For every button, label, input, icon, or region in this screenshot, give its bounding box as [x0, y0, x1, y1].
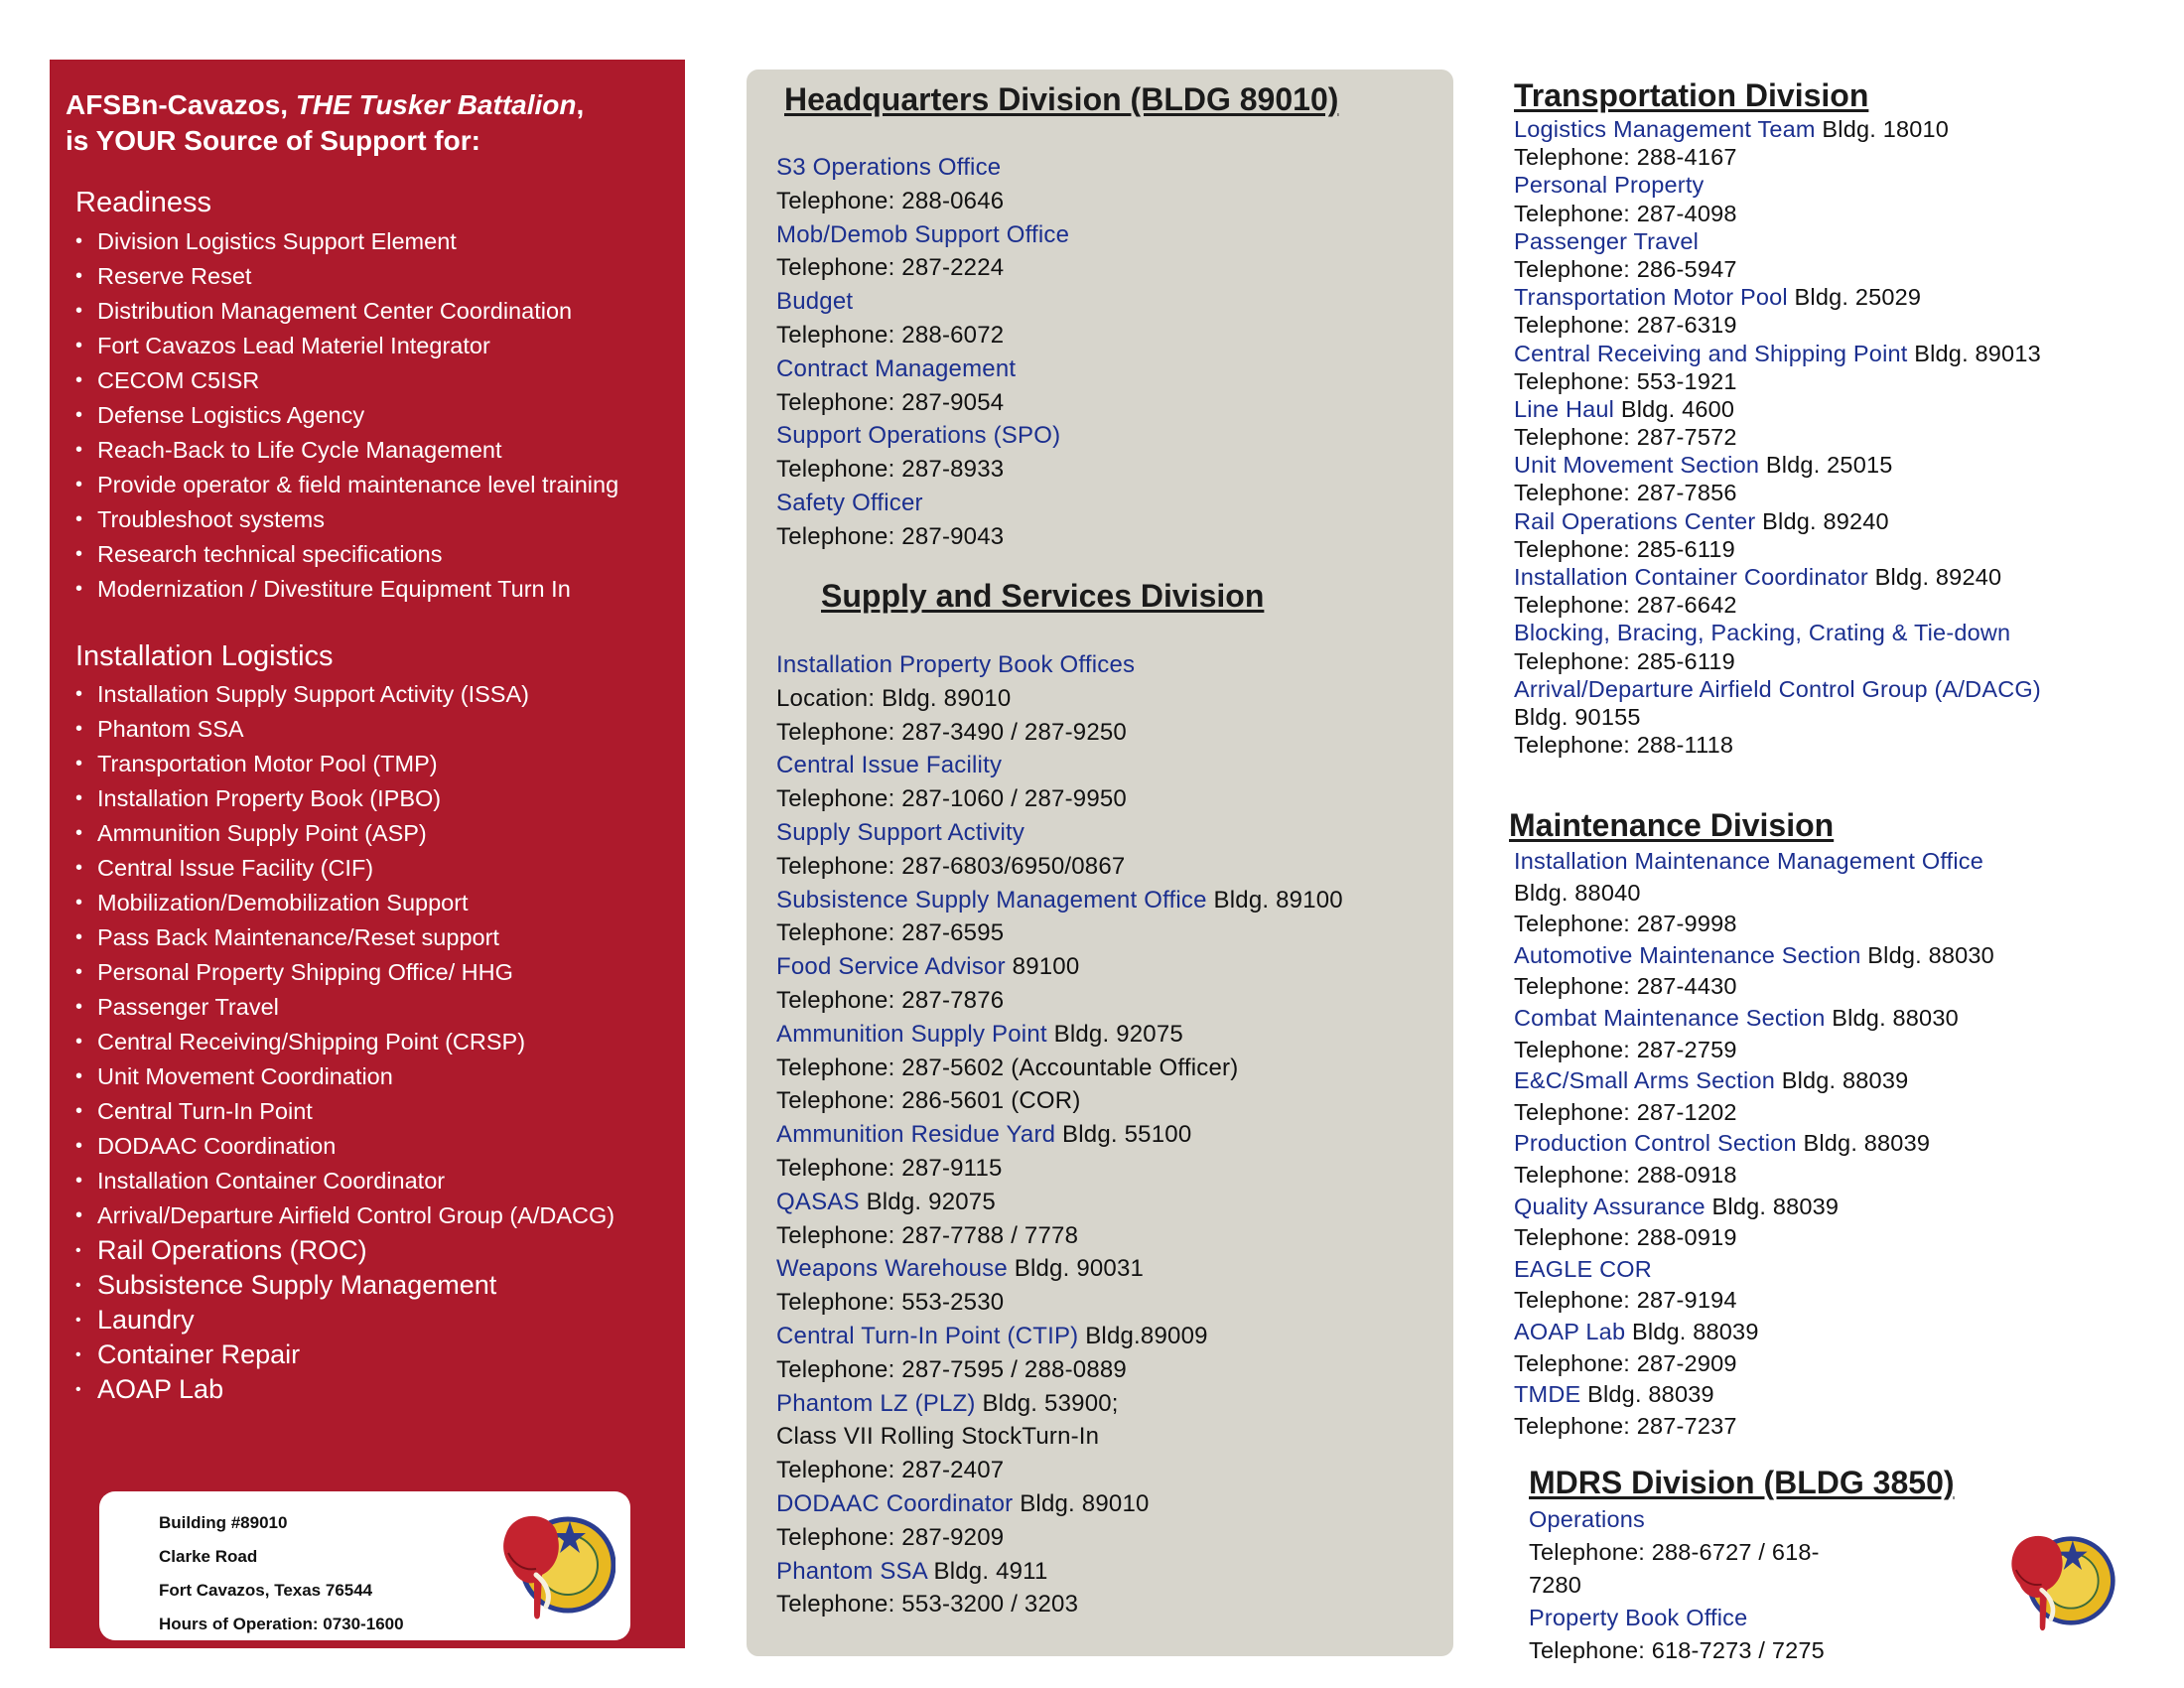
- office-detail: Telephone: 286-5601 (COR): [776, 1087, 1081, 1115]
- address-city: Fort Cavazos, Texas 76544: [159, 1581, 373, 1600]
- office-detail: Bldg. 88039: [1580, 1381, 1714, 1408]
- directory-line: [1514, 1160, 1994, 1192]
- office-name: Subsistence Supply Management Office: [776, 886, 1207, 914]
- list-item: • Division Logistics Support Element: [75, 224, 618, 259]
- directory-line: [1514, 227, 2041, 255]
- directory-line: [776, 251, 1069, 285]
- office-detail: Bldg. 25015: [1759, 452, 1893, 479]
- directory-line: [1529, 1602, 1825, 1634]
- directory-line: [1514, 1192, 1994, 1223]
- office-name: Central Turn-In Point (CTIP): [776, 1322, 1079, 1349]
- office-detail: Bldg. 88040: [1514, 879, 1641, 906]
- directory-line: [1514, 1128, 1994, 1160]
- office-name: Unit Movement Section: [1514, 452, 1760, 479]
- office-name: Quality Assurance: [1514, 1193, 1706, 1219]
- office-detail: Bldg. 88039: [1705, 1193, 1840, 1219]
- office-name: Production Control Section: [1514, 1130, 1797, 1157]
- directory-line: [1529, 1503, 1825, 1536]
- list-item: • AOAP Lab: [75, 1372, 614, 1407]
- office-name: Logistics Management Team: [1514, 116, 1816, 142]
- list-item: • Research technical specifications: [75, 537, 618, 572]
- office-detail: Bldg. 4600: [1614, 395, 1735, 422]
- office-detail: Telephone: 287-7237: [1514, 1412, 1737, 1439]
- address-building: Building #89010: [159, 1513, 288, 1532]
- directory-line: [776, 319, 1069, 352]
- directory-line: [776, 453, 1069, 487]
- directory-line: [776, 520, 1069, 554]
- directory-line: [1514, 171, 2041, 199]
- tagline: [66, 87, 681, 159]
- office-detail: Bldg. 89010: [1013, 1489, 1150, 1517]
- office-detail: Telephone: 288-0918: [1514, 1161, 1737, 1188]
- list-item: • Reach-Back to Life Cycle Management: [75, 433, 618, 468]
- list-item: • CECOM C5ISR: [75, 363, 618, 398]
- office-name: Budget: [776, 288, 854, 316]
- list-item: • Central Turn-In Point: [75, 1094, 614, 1129]
- tagline-line2: is YOUR Source of Support for:: [66, 125, 480, 156]
- list-item: • Transportation Motor Pool (TMP): [75, 747, 614, 781]
- office-name: Support Operations (SPO): [776, 422, 1061, 450]
- office-detail: Bldg. 88039: [1625, 1318, 1759, 1344]
- directory-line: [776, 1555, 1343, 1589]
- directory-line: [1514, 591, 2041, 619]
- directory-line: [776, 1252, 1343, 1286]
- directory-line: [1514, 1254, 1994, 1286]
- office-name: Ammunition Supply Point: [776, 1020, 1047, 1048]
- office-name: Installation Container Coordinator: [1514, 564, 1868, 590]
- office-detail: Telephone: 287-6803/6950/0867: [776, 852, 1126, 880]
- list-item: • Phantom SSA: [75, 712, 614, 747]
- directory-line: [1514, 878, 1994, 910]
- directory-line: [776, 1454, 1343, 1487]
- office-detail: Telephone: 287-7572: [1514, 424, 1737, 451]
- list-item: • Defense Logistics Agency: [75, 398, 618, 433]
- directory-line: [1514, 143, 2041, 171]
- installation-logistics-list: [75, 677, 614, 1407]
- office-detail: Telephone: 287-2407: [776, 1457, 1005, 1484]
- list-item: • Installation Property Book (IPBO): [75, 781, 614, 816]
- directory-line: [776, 285, 1069, 319]
- directory-line: [776, 1286, 1343, 1320]
- directory-line: [776, 151, 1069, 185]
- directory-line: [776, 916, 1343, 950]
- directory-line: [776, 1186, 1343, 1219]
- tagline-suffix: ,: [576, 89, 585, 120]
- directory-line: [1514, 940, 1994, 972]
- directory-line: [1514, 1003, 1994, 1035]
- office-name: Supply Support Activity: [776, 818, 1025, 846]
- office-name: Central Issue Facility: [776, 752, 1003, 779]
- office-detail: Telephone: 287-8933: [776, 456, 1005, 484]
- address-road: Clarke Road: [159, 1547, 258, 1566]
- supply-division-title: Supply and Services Division: [821, 578, 1265, 614]
- list-item: • Distribution Management Center Coordination: [75, 294, 618, 329]
- directory-line: [776, 419, 1069, 453]
- directory-line: [1514, 675, 2041, 703]
- office-detail: Telephone: 288-1118: [1514, 732, 1734, 759]
- office-name: AOAP Lab: [1514, 1318, 1626, 1344]
- office-detail: Telephone: 287-1060 / 287-9950: [776, 785, 1127, 813]
- office-detail: Telephone: 287-7856: [1514, 480, 1737, 506]
- directory-line: [1514, 1097, 1994, 1129]
- office-name: DODAAC Coordinator: [776, 1489, 1014, 1517]
- office-name: Food Service Advisor: [776, 953, 1006, 981]
- directory-line: [1514, 1348, 1994, 1380]
- readiness-list: [75, 224, 618, 607]
- directory-line: [1514, 535, 2041, 563]
- office-detail: Telephone: 553-3200 / 3203: [776, 1591, 1079, 1618]
- tusker-elephant-emblem-icon: [1995, 1524, 2124, 1638]
- directory-line: [776, 1420, 1343, 1454]
- office-detail: Bldg. 89013: [1907, 340, 2041, 366]
- office-name: Safety Officer: [776, 489, 923, 516]
- office-name: S3 Operations Office: [776, 154, 1002, 181]
- maintenance-division-title: Maintenance Division: [1509, 807, 1835, 843]
- hq-division-title: Headquarters Division (BLDG 89010): [784, 81, 1339, 117]
- office-name: Automotive Maintenance Section: [1514, 941, 1861, 968]
- directory-line: [1514, 283, 2041, 311]
- office-detail: Bldg. 88039: [1796, 1130, 1931, 1157]
- office-detail: Telephone: 618-7273 / 7275: [1529, 1637, 1825, 1663]
- office-detail: Bldg. 55100: [1055, 1121, 1192, 1149]
- office-detail: Telephone: 287-2759: [1514, 1036, 1737, 1062]
- office-detail: Telephone: 287-9998: [1514, 911, 1737, 937]
- directory-line: [776, 1152, 1343, 1186]
- office-detail: 89100: [1005, 953, 1080, 981]
- list-item: • Troubleshoot systems: [75, 502, 618, 537]
- directory-line: [1514, 1379, 1994, 1411]
- office-name: Ammunition Residue Yard: [776, 1121, 1056, 1149]
- mdrs-division-entries: [1529, 1503, 1825, 1667]
- directory-line: [776, 1320, 1343, 1353]
- office-detail: Telephone: 287-2909: [1514, 1349, 1737, 1376]
- office-detail: Telephone: 286-5947: [1514, 255, 1737, 282]
- directory-line: [776, 1018, 1343, 1052]
- office-detail: Bldg. 89240: [1867, 564, 2002, 590]
- directory-line: [776, 1052, 1343, 1085]
- office-detail: Bldg. 88030: [1860, 941, 1994, 968]
- office-detail: Bldg.89009: [1078, 1322, 1208, 1349]
- office-detail: Telephone: 287-2224: [776, 254, 1005, 282]
- office-detail: Telephone: 285-6119: [1514, 647, 1735, 674]
- directory-line: [1514, 340, 2041, 367]
- office-detail: 7280: [1529, 1572, 1582, 1598]
- directory-line: [776, 487, 1069, 520]
- list-item: • Ammunition Supply Point (ASP): [75, 816, 614, 851]
- directory-line: [1529, 1634, 1825, 1667]
- directory-line: [1514, 731, 2041, 759]
- office-name: Weapons Warehouse: [776, 1255, 1008, 1283]
- directory-line: [776, 884, 1343, 917]
- directory-line: [1514, 367, 2041, 395]
- office-detail: Telephone: 287-9043: [776, 522, 1005, 550]
- office-detail: Bldg. 92075: [1046, 1020, 1183, 1048]
- tagline-italic: THE Tusker Battalion: [295, 89, 577, 120]
- directory-line: [1514, 115, 2041, 143]
- directory-line: [776, 716, 1343, 750]
- directory-line: [1514, 619, 2041, 646]
- office-name: Rail Operations Center: [1514, 507, 1756, 534]
- directory-line: [1514, 1285, 1994, 1317]
- office-detail: Class VII Rolling StockTurn-In: [776, 1423, 1100, 1451]
- office-name: E&C/Small Arms Section: [1514, 1067, 1775, 1094]
- office-detail: Telephone: 287-1202: [1514, 1098, 1737, 1125]
- list-item: • Installation Supply Support Activity (ISSA): [75, 677, 614, 712]
- office-detail: Telephone: 553-1921: [1514, 367, 1737, 394]
- office-detail: Telephone: 287-7788 / 7778: [776, 1221, 1079, 1249]
- office-detail: Telephone: 287-5602 (Accountable Officer): [776, 1054, 1239, 1081]
- office-detail: Bldg. 92075: [859, 1188, 996, 1215]
- office-detail: Telephone: 287-9209: [776, 1523, 1005, 1551]
- directory-line: [1514, 311, 2041, 339]
- list-item: • Subsistence Supply Management: [75, 1268, 614, 1303]
- list-item: • Installation Container Coordinator: [75, 1164, 614, 1198]
- directory-line: [776, 682, 1343, 716]
- address-card: [99, 1491, 630, 1640]
- office-name: Property Book Office: [1529, 1605, 1748, 1630]
- list-item: • Modernization / Divestiture Equipment Turn In: [75, 572, 618, 607]
- directory-line: [1514, 703, 2041, 731]
- office-name: Personal Property: [1514, 172, 1705, 199]
- directory-line: [1514, 1065, 1994, 1097]
- directory-line: [776, 1353, 1343, 1387]
- directory-line: [1514, 563, 2041, 591]
- hq-division-entries: [776, 151, 1069, 554]
- tusker-elephant-emblem-icon: [496, 1503, 615, 1627]
- office-name: Transportation Motor Pool: [1514, 284, 1788, 311]
- office-detail: Bldg. 18010: [1815, 116, 1950, 142]
- list-item: • Pass Back Maintenance/Reset support: [75, 920, 614, 955]
- list-item: • Fort Cavazos Lead Materiel Integrator: [75, 329, 618, 363]
- directory-line: [776, 1118, 1343, 1152]
- directory-line: [776, 749, 1343, 782]
- office-detail: Telephone: 287-7595 / 288-0889: [776, 1355, 1127, 1383]
- office-name: Operations: [1529, 1506, 1645, 1532]
- directory-line: [1514, 909, 1994, 940]
- directory-line: [776, 352, 1069, 386]
- transportation-division-entries: [1514, 115, 2041, 759]
- office-detail: Telephone: 287-6595: [776, 919, 1005, 947]
- directory-line: [776, 185, 1069, 218]
- directory-line: [776, 1521, 1343, 1555]
- directory-line: [1514, 1317, 1994, 1348]
- office-detail: Bldg. 4911: [926, 1557, 1048, 1585]
- list-item: • Mobilization/Demobilization Support: [75, 886, 614, 920]
- office-name: Line Haul: [1514, 395, 1615, 422]
- list-item: • Reserve Reset: [75, 259, 618, 294]
- directory-line: [1529, 1536, 1825, 1569]
- list-item: • Unit Movement Coordination: [75, 1059, 614, 1094]
- supply-division-entries: [776, 648, 1343, 1621]
- office-detail: Telephone: 288-6072: [776, 321, 1005, 349]
- office-detail: Bldg. 90031: [1007, 1255, 1145, 1283]
- office-detail: Telephone: 288-0646: [776, 187, 1005, 214]
- installation-logistics-heading: Installation Logistics: [75, 640, 334, 672]
- office-detail: Bldg. 89100: [1206, 886, 1343, 914]
- office-name: QASAS: [776, 1188, 860, 1215]
- address-hours: Hours of Operation: 0730-1600: [159, 1615, 404, 1633]
- directory-line: [1514, 1222, 1994, 1254]
- office-name: Combat Maintenance Section: [1514, 1004, 1826, 1031]
- office-detail: Bldg. 53900;: [975, 1389, 1119, 1417]
- office-detail: Bldg. 90155: [1514, 703, 1641, 730]
- office-detail: Telephone: 287-9194: [1514, 1287, 1737, 1314]
- office-name: Central Receiving and Shipping Point: [1514, 340, 1908, 366]
- directory-line: [776, 1588, 1343, 1621]
- directory-line: [1514, 423, 2041, 451]
- office-detail: Telephone: 287-4430: [1514, 973, 1737, 1000]
- directory-line: [1514, 451, 2041, 479]
- directory-line: [776, 850, 1343, 884]
- directory-line: [1514, 200, 2041, 227]
- directory-line: [1514, 647, 2041, 675]
- directory-line: [776, 816, 1343, 850]
- directory-line: [1514, 255, 2041, 283]
- list-item: • Central Issue Facility (CIF): [75, 851, 614, 886]
- mdrs-division-title: MDRS Division (BLDG 3850): [1529, 1465, 1955, 1500]
- office-name: Arrival/Departure Airfield Control Group (A/DACG): [1514, 675, 2041, 702]
- support-panel: [50, 60, 685, 1648]
- directory-line: [776, 648, 1343, 682]
- office-name: Passenger Travel: [1514, 227, 1700, 254]
- tagline-prefix: AFSBn-Cavazos,: [66, 89, 296, 120]
- office-detail: Telephone: 288-4167: [1514, 144, 1737, 171]
- office-detail: Telephone: 288-0919: [1514, 1224, 1737, 1251]
- readiness-heading: Readiness: [75, 187, 212, 218]
- office-name: TMDE: [1514, 1381, 1581, 1408]
- office-name: Installation Maintenance Management Office: [1514, 848, 1984, 874]
- office-detail: Bldg. 88030: [1825, 1004, 1959, 1031]
- office-detail: Telephone: 287-4098: [1514, 200, 1737, 226]
- maintenance-division-entries: [1514, 846, 1994, 1442]
- office-detail: Telephone: 287-3490 / 287-9250: [776, 718, 1127, 746]
- office-name: Installation Property Book Offices: [776, 651, 1136, 678]
- directory-line: [776, 386, 1069, 420]
- list-item: • Laundry: [75, 1303, 614, 1337]
- directory-line: [776, 1219, 1343, 1253]
- office-detail: Telephone: 285-6119: [1514, 535, 1735, 562]
- list-item: • Passenger Travel: [75, 990, 614, 1025]
- directory-line: [776, 950, 1343, 984]
- directory-line: [1514, 1035, 1994, 1066]
- office-name: Mob/Demob Support Office: [776, 220, 1070, 248]
- office-name: EAGLE COR: [1514, 1255, 1652, 1282]
- directory-line: [1514, 479, 2041, 506]
- directory-line: [776, 782, 1343, 816]
- office-detail: Telephone: 287-6319: [1514, 312, 1737, 339]
- directory-line: [1514, 507, 2041, 535]
- directory-line: [1514, 846, 1994, 878]
- office-detail: Telephone: 287-9054: [776, 388, 1005, 416]
- list-item: • Central Receiving/Shipping Point (CRSP): [75, 1025, 614, 1059]
- office-detail: Telephone: 553-2530: [776, 1289, 1005, 1317]
- transportation-division-title: Transportation Division: [1514, 77, 1869, 113]
- office-name: Phantom SSA: [776, 1557, 927, 1585]
- office-detail: Location: Bldg. 89010: [776, 684, 1012, 712]
- directory-line: [1514, 395, 2041, 423]
- office-detail: Telephone: 287-6642: [1514, 592, 1737, 619]
- list-item: • Personal Property Shipping Office/ HHG: [75, 955, 614, 990]
- directory-line: [1514, 1411, 1994, 1443]
- list-item: • Rail Operations (ROC): [75, 1233, 614, 1268]
- office-detail: Bldg. 25029: [1787, 284, 1922, 311]
- office-detail: Bldg. 88039: [1774, 1067, 1909, 1094]
- list-item: • Arrival/Departure Airfield Control Group (A/DACG): [75, 1198, 614, 1233]
- office-detail: Telephone: 287-7876: [776, 986, 1005, 1014]
- office-name: Blocking, Bracing, Packing, Crating & Tie-down: [1514, 620, 2011, 646]
- directory-line: [776, 218, 1069, 252]
- directory-line: [776, 984, 1343, 1018]
- office-name: Contract Management: [776, 354, 1017, 382]
- office-detail: Telephone: 288-6727 / 618-: [1529, 1539, 1820, 1565]
- directory-line: [776, 1387, 1343, 1421]
- office-detail: Bldg. 89240: [1755, 507, 1889, 534]
- directory-line: [776, 1084, 1343, 1118]
- list-item: • DODAAC Coordination: [75, 1129, 614, 1164]
- directory-line: [1529, 1569, 1825, 1602]
- office-detail: Telephone: 287-9115: [776, 1154, 1003, 1182]
- directory-line: [776, 1487, 1343, 1521]
- list-item: • Provide operator & field maintenance level training: [75, 468, 618, 502]
- directory-line: [1514, 971, 1994, 1003]
- list-item: • Container Repair: [75, 1337, 614, 1372]
- office-name: Phantom LZ (PLZ): [776, 1389, 976, 1417]
